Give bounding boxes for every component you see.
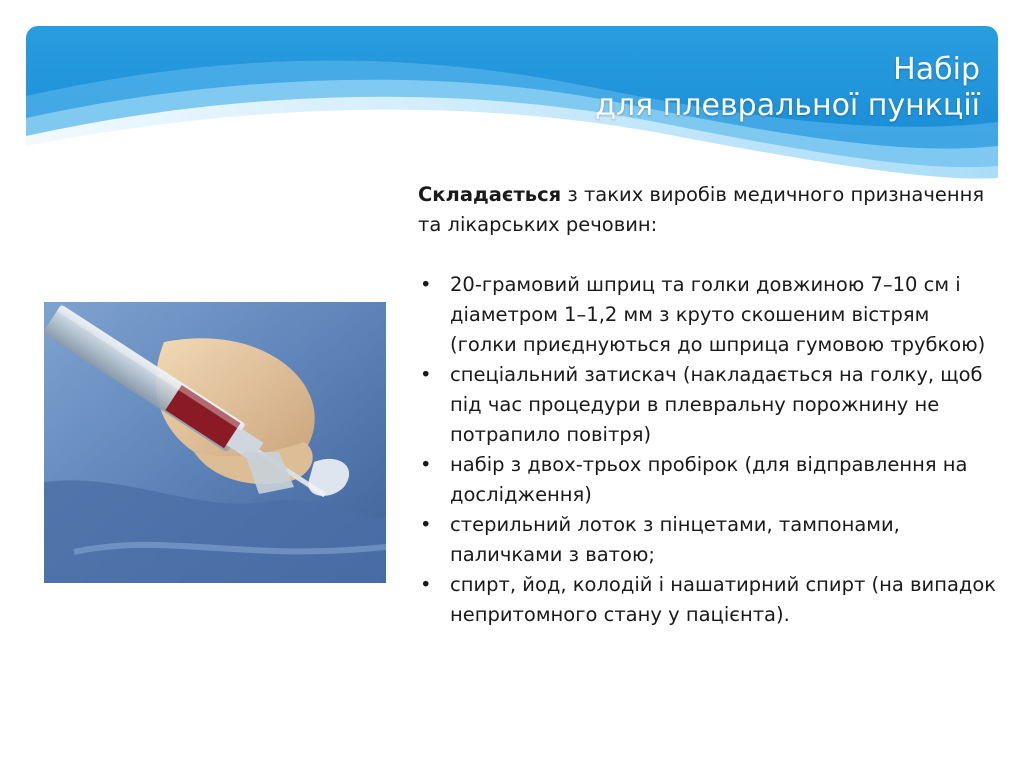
slide-title: [595, 52, 980, 124]
syringe-procedure-photo-icon: [44, 302, 386, 583]
list-item: • 20-грамовий шприц та голки довжиною 7–10 см і діаметром 1–1,2 мм з круто скошеним вістрям (голки приєднуються до шприца гумовою трубкою): [418, 270, 998, 360]
slide-title-line-1: Набір: [893, 52, 980, 87]
list-item: • набір з двох-трьох пробірок (для відправлення на дослідження): [418, 450, 998, 510]
list-item: • стерильний лоток з пінцетами, тампонами, паличками з ватою;: [418, 510, 998, 570]
intro-text: з таких виробів медичного призначення та лікарських речовин:: [418, 183, 985, 236]
slide-title-line-2: для плевральної пункції: [595, 88, 980, 123]
intro-paragraph: [418, 180, 998, 240]
procedure-photo: [44, 302, 386, 583]
list-item: • спирт, йод, колодій і нашатирний спирт (на випадок непритомного стану у пацієнта).: [418, 570, 998, 630]
intro-bold: Складається: [418, 183, 562, 206]
item-list: [418, 270, 998, 630]
list-item: • спеціальний затискач (накладається на голку, щоб під час процедури в плевральну порожнину не потрапило повітря): [418, 360, 998, 450]
content-block: [418, 180, 998, 630]
